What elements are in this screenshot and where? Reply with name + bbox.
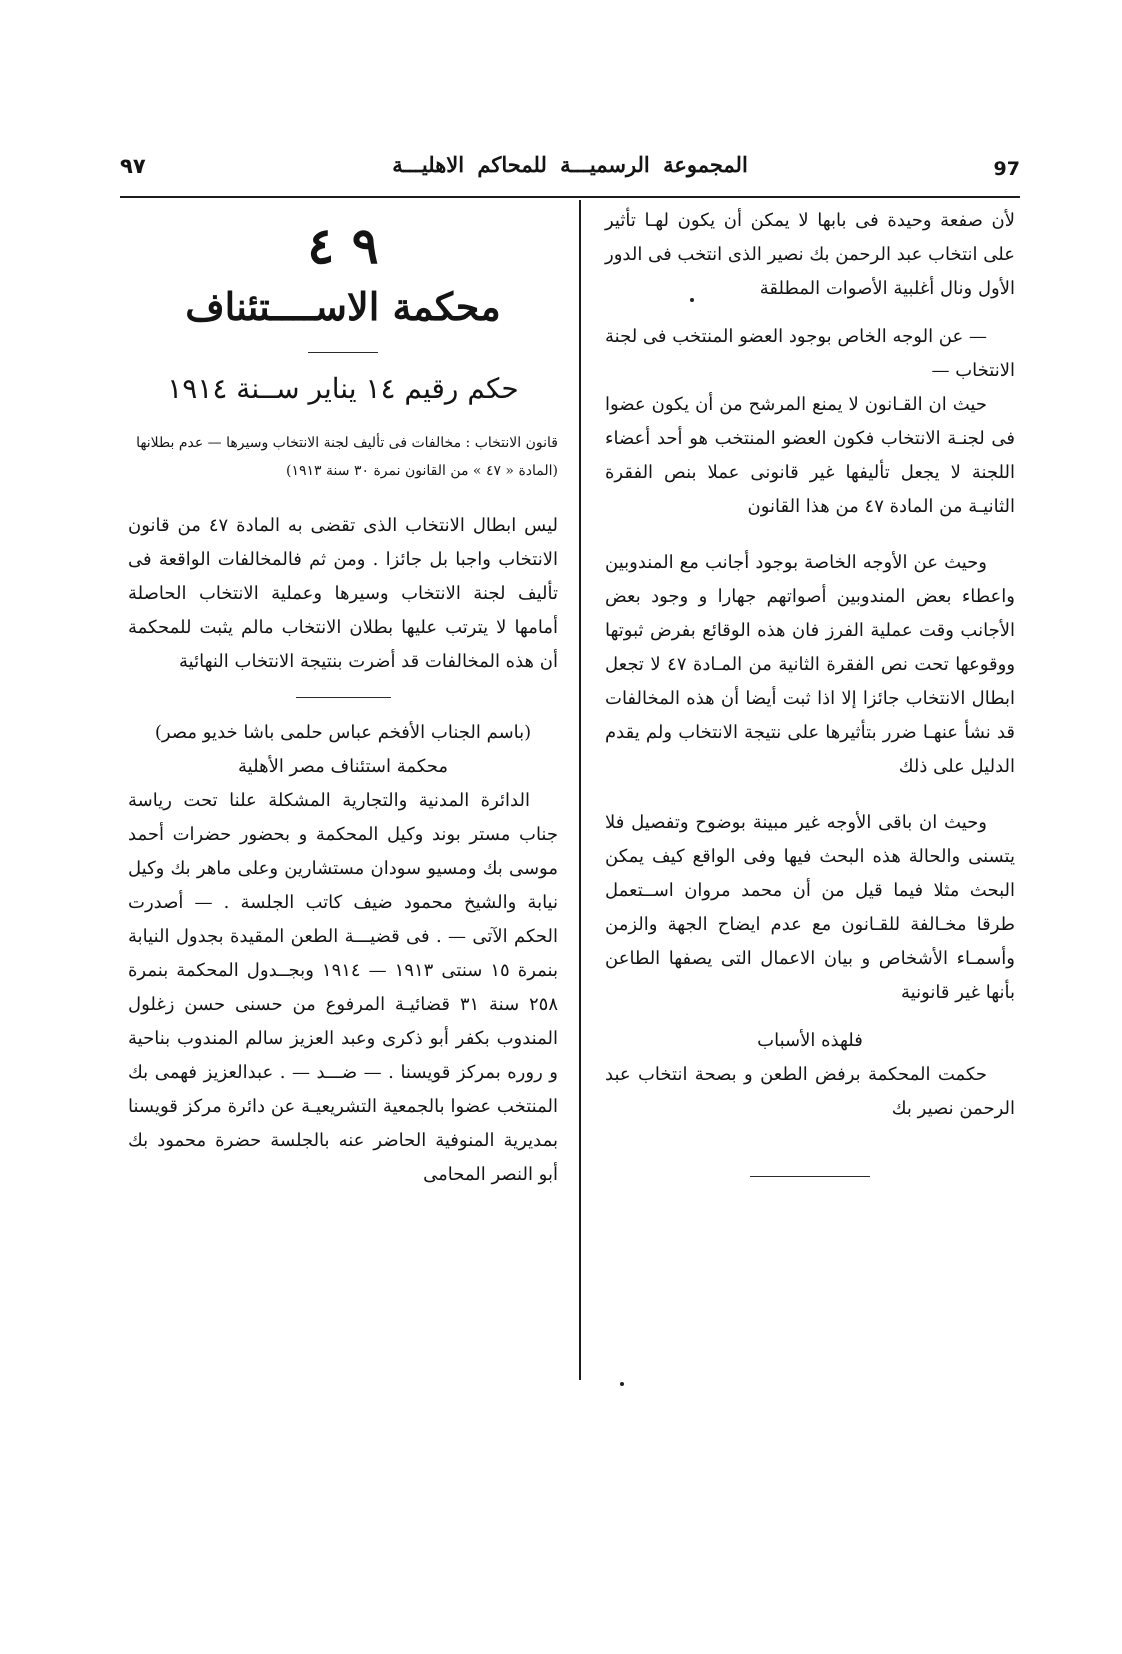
right-column [605,204,1015,1177]
paragraph: لأن صفعة وحيدة فى بابها لا يمكن أن يكون لهـا تأثير على انتخاب عبد الرحمن بك نصير الذى انتخب فى الدور الأول ونال أغلبية الأصوات المطلقة [605,210,1015,299]
separator-rule [296,697,391,698]
running-header [120,150,1020,190]
verdict: حكمت المحكمة برفض الطعن و بصحة انتخاب عبد الرحمن نصير بك [605,1064,1015,1119]
page-number-arabic: ٩٧ [120,154,146,178]
court-title: محكمة الاســــتئناف [185,284,501,329]
legal-principle: ليس ابطال الانتخاب الذى تقضى به المادة ٤٧ من قانون الانتخاب واجبا بل جائزا . ومن ثم فالمخالفات الواقعة فى تأليف لجنة الانتخاب وسيرها وعملية الانتخاب الحاصلة أمامها لا يترتب عليها بطلان الانتخاب مالم يثبت للمحكمة أن هذه المخالفات قد أضرت بنتيجة الانتخاب النهائية [128,515,559,672]
separator-rule [308,352,378,353]
conclusion-heading: فلهذه الأسباب [757,1030,863,1051]
sovereign-heading: (باسم الجناب الأفخم عباس حلمى باشا خديو مصر) [154,722,532,743]
stray-mark [690,298,694,302]
stray-mark [620,1382,624,1386]
column-divider [579,200,581,1380]
case-summary [128,429,558,485]
running-title: المجموعة الرسميـــة للمحاكم الاهليـــة [392,152,748,177]
court-heading: محكمة استئناف مصر الأهلية [238,756,448,777]
summary-line: (المادة « ٤٧ » من القانون نمرة ٣٠ سنة ١٩١٣) [286,463,558,479]
end-rule [750,1176,870,1177]
case-number: ٩ ٤ [307,216,379,275]
page-number-latin: 97 [993,158,1020,180]
paragraph: وحيث ان باقى الأوجه غير مبينة بوضوح وتفصيل فلا يتسنى والحالة هذه البحث فيها وفى الواقع كيف يمكن البحث مثلا فيما قيل من أن محمد مروان اســتعمل طرقا مخـالفة للقـانون مع عدم ايضاح الجهة والزمن وأسمـاء الأشخاص و بيان الاعمال التى يصفها الطاعن بأنها غير قانونية [605,812,1015,1003]
judgment-body: الدائرة المدنية والتجارية المشكلة علنا تحت رياسة جناب مستر بوند وكيل المحكمة و بحضور حضرات أحمد موسى بك ومسيو سودان مستشارين وعلى ماهر بك وكيل نيابة والشيخ محمود ضيف كاتب الجلسة . — أصدرت الحكم الآتى — . فى قضيـــة الطعن المقيدة بجدول النيابة بنمرة ١٥ سنتى ١٩١٣ — ١٩١٤ وبجــدول المحكمة بنمرة ٢٥٨ سنة ٣١ قضائيـة المرفوع من حسنى حسن زغلول المندوب بكفر أبو ذكرى وعبد العزيز سالم المندوب بناحية و روره بمركز قويسنا . — ضـــد — . عبدالعزيز فهمى بك المنتخب عضوا بالجمعية التشريعيـة عن دائرة مركز قويسنا بمديرية المنوفية الحاضر عنه بالجلسة حضرة محمود بك أبو النصر المحامى [128,790,558,1185]
header-rule [120,196,1020,198]
paragraph: وحيث عن الأوجه الخاصة بوجود أجانب مع المندوبين واعطاء بعض المندوبين أصواتهم جهارا و وجود بعض الأجانب وقت عملية الفرز فان هذه الوقائع بفرض ثبوتها ووقوعها تحت نص الفقرة الثانية من المـادة ٤٧ لا تجعل ابطال الانتخاب جائزا إلا اذا ثبت أيضا أن هذه المخالفات قد نشأ عنهـا ضرر بتأثيرها على نتيجة الانتخاب ولم يقدم الدليل على ذلك [605,552,1016,777]
paragraph: — عن الوجه الخاص بوجود العضو المنتخب فى لجنة الانتخاب — [605,326,1015,381]
summary-line: قانون الانتخاب : مخالفات فى تأليف لجنة الانتخاب وسيرها — عدم بطلانها [136,435,558,451]
left-column [128,204,558,1192]
paragraph: حيث ان القـانون لا يمنع المرشح من أن يكون عضوا فى لجنـة الانتخاب فكون العضو المنتخب هو أحد أعضاء اللجنة لا يجعل تأليفها غير قانونى عملا بنص الفقرة الثانيـة من المادة ٤٧ من هذا القانون [605,394,1015,517]
judgment-date: حكم رقيم ١٤ يناير ســنة ١٩١٤ [167,372,519,405]
